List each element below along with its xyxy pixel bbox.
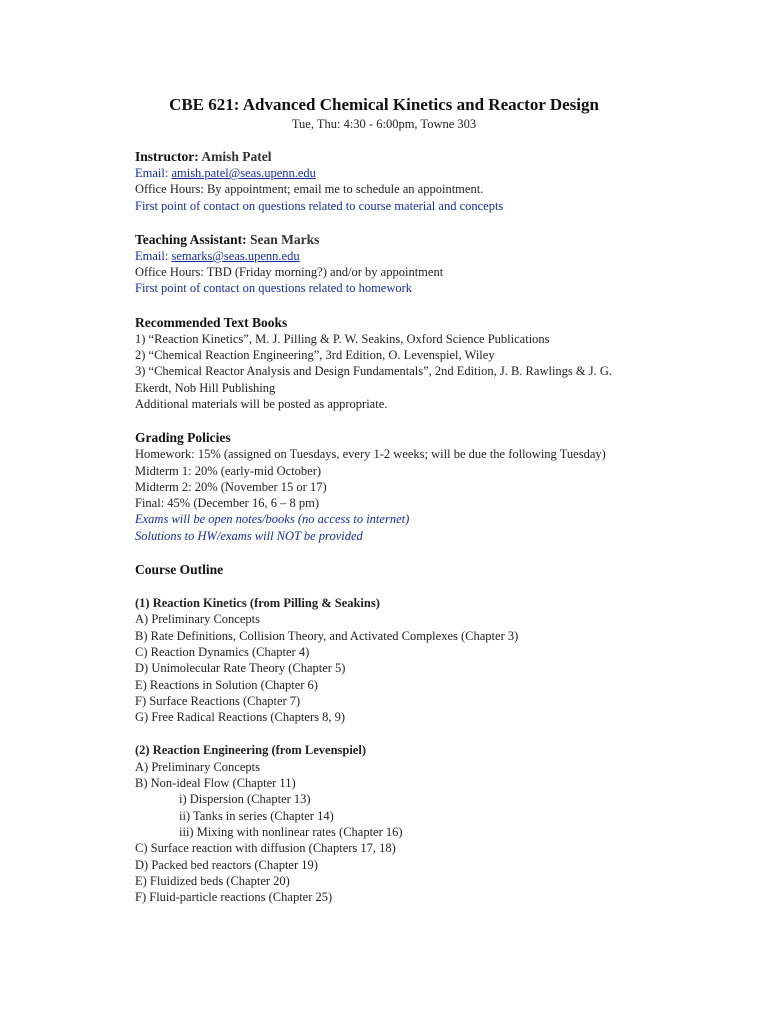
outline-item: E) Fluidized beds (Chapter 20) <box>135 873 290 888</box>
outline-item: F) Fluid-particle reactions (Chapter 25) <box>135 890 333 905</box>
outline-item: A) Preliminary Concepts <box>135 612 260 627</box>
grading-item: Final: 45% (December 16, 6 – 8 pm) <box>135 496 319 511</box>
ta-email-label: Email: <box>135 248 169 263</box>
outline-item: C) Reaction Dynamics (Chapter 4) <box>135 644 310 659</box>
books-note: Additional materials will be posted as appropriate. <box>135 396 388 411</box>
grading-item: Midterm 2: 20% (November 15 or 17) <box>135 479 327 494</box>
grading-note: Solutions to HW/exams will NOT be provided <box>135 528 363 543</box>
ta-note: First point of contact on questions related to homework <box>135 281 413 296</box>
instructor-email-label: Email: <box>135 166 169 180</box>
schedule-line: Tue, Thu: 4:30 - 6:00pm, Towne 303 <box>291 117 477 131</box>
ta-email-link[interactable]: semarks@seas.upenn.edu <box>171 248 300 263</box>
instructor-email-link[interactable]: amish.patel@seas.upenn.edu <box>171 166 316 180</box>
instructor-email-line <box>135 165 735 181</box>
syllabus-content <box>135 148 735 905</box>
instructor-label: Instructor: <box>135 149 199 164</box>
outline-subitem: ii) Tanks in series (Chapter 14) <box>179 808 334 823</box>
outline-part1-title: (1) Reaction Kinetics (from Pilling & Seakins) <box>135 596 380 611</box>
outline-item: F) Surface Reactions (Chapter 7) <box>135 693 301 708</box>
instructor-heading <box>135 148 735 165</box>
outline-item: D) Packed bed reactors (Chapter 19) <box>135 857 318 872</box>
ta-email-line <box>135 248 735 264</box>
instructor-name: Amish Patel <box>201 149 272 164</box>
outline-heading: Course Outline <box>135 562 224 578</box>
outline-item: A) Preliminary Concepts <box>135 759 260 774</box>
page-title: CBE 621: Advanced Chemical Kinetics and Reactor Design <box>169 95 599 114</box>
instructor-note: First point of contact on questions related to course material and concepts <box>135 198 504 213</box>
ta-office-hours: Office Hours: TBD (Friday morning?) and/or by appointment <box>135 265 444 280</box>
books-heading: Recommended Text Books <box>135 314 288 330</box>
instructor-office-hours: Office Hours: By appointment; email me to schedule an appointment. <box>135 182 484 197</box>
book-item: 3) “Chemical Reactor Analysis and Design Fundamentals”, 2nd Edition, J. B. Rawlings & J. G. <box>135 364 613 379</box>
book-item: Ekerdt, Nob Hill Publishing <box>135 380 276 395</box>
grading-item: Homework: 15% (assigned on Tuesdays, every 1-2 weeks; will be due the following Tuesday) <box>135 447 606 462</box>
outline-item: C) Surface reaction with diffusion (Chapters 17, 18) <box>135 841 396 856</box>
outline-subitem: iii) Mixing with nonlinear rates (Chapter 16) <box>179 824 403 839</box>
outline-subitem: i) Dispersion (Chapter 13) <box>179 792 311 807</box>
book-item: 1) “Reaction Kinetics”, M. J. Pilling & P. W. Seakins, Oxford Science Publications <box>135 331 550 346</box>
grading-note: Exams will be open notes/books (no access to internet) <box>135 512 410 527</box>
outline-item: B) Non-ideal Flow (Chapter 11) <box>135 776 296 791</box>
outline-item: G) Free Radical Reactions (Chapters 8, 9) <box>135 710 346 725</box>
ta-heading <box>135 231 735 248</box>
ta-label: Teaching Assistant: <box>135 231 247 247</box>
book-item: 2) “Chemical Reaction Engineering”, 3rd Edition, O. Levenspiel, Wiley <box>135 348 495 363</box>
grading-heading: Grading Policies <box>135 430 231 446</box>
grading-item: Midterm 1: 20% (early-mid October) <box>135 463 322 478</box>
outline-part2-title: (2) Reaction Engineering (from Levenspiel) <box>135 743 366 758</box>
outline-item: B) Rate Definitions, Collision Theory, and Activated Complexes (Chapter 3) <box>135 628 519 643</box>
ta-name: Sean Marks <box>250 231 320 247</box>
outline-item: D) Unimolecular Rate Theory (Chapter 5) <box>135 661 346 676</box>
outline-item: E) Reactions in Solution (Chapter 6) <box>135 677 318 692</box>
title-block <box>0 94 768 132</box>
